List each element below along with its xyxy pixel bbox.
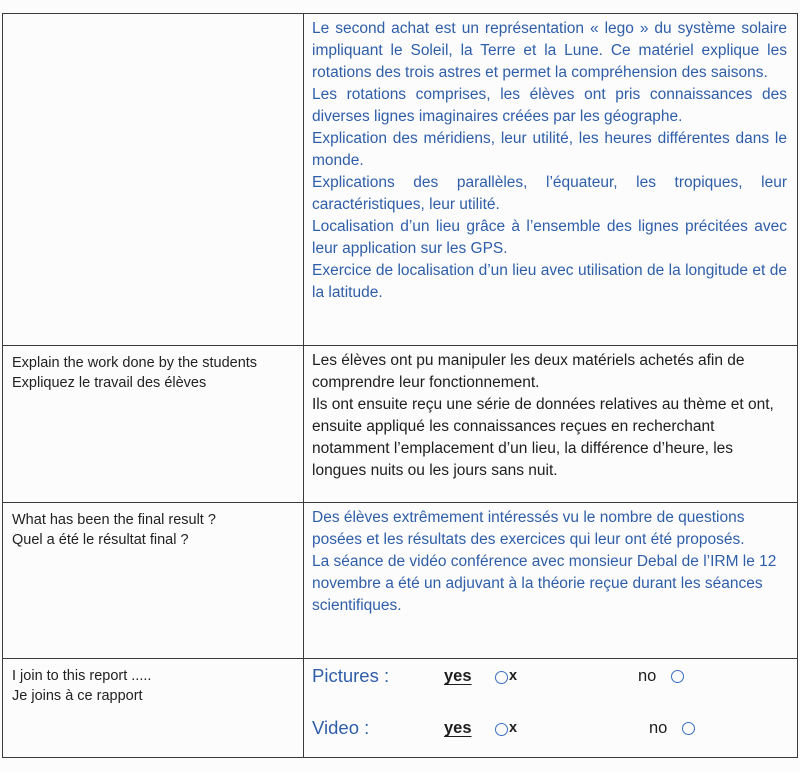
question-line-fr: Expliquez le travail des élèves — [12, 375, 207, 391]
paragraph: Les élèves ont pu manipuler les deux matériels achetés afin de comprendre leur fonctionnement. — [312, 352, 745, 391]
paragraph: Localisation d’un lieu grâce à l’ensemble des lignes précitées avec leur application sur les GPS. — [312, 218, 787, 257]
activities-text — [304, 14, 797, 304]
video-yes-radio[interactable] — [495, 723, 508, 736]
question-text — [3, 659, 303, 706]
question-line-en: I join to this report ..... — [12, 668, 152, 684]
paragraph: Les rotations comprises, les élèves ont pris connaissances des diverses lignes imaginaires créées par les géographe. — [312, 86, 787, 125]
question-cell-attachments — [3, 659, 304, 758]
answer-cell-result — [304, 503, 798, 659]
attachment-row-video — [312, 717, 782, 743]
question-text — [3, 503, 303, 550]
paragraph: Explications des parallèles, l’équateur, les tropiques, leur caractéristiques, leur utilité. — [312, 174, 787, 213]
paragraph: Explication des méridiens, leur utilité, les heures différentes dans le monde. — [312, 130, 787, 169]
paragraph: Le second achat est un représentation « lego » du système solaire impliquant le Soleil, la Terre et la Lune. Ce matériel explique les rotations des trois astres et permet la compréhension des saisons. — [312, 20, 787, 81]
attachment-row-pictures — [312, 665, 782, 691]
question-cell-empty — [3, 14, 304, 346]
table-row — [3, 503, 798, 659]
work-text — [304, 346, 797, 482]
question-text — [3, 346, 303, 393]
table-row — [3, 14, 798, 346]
pictures-yes-label: yes — [444, 667, 472, 685]
video-no-label: no — [649, 719, 668, 737]
answer-cell-attachments — [304, 659, 798, 758]
paragraph: Des élèves extrêmement intéressés vu le nombre de questions posées et les résultats des exercices qui leur ont été proposés. — [312, 509, 745, 548]
pictures-label: Pictures : — [312, 665, 390, 686]
video-no-radio[interactable] — [682, 722, 695, 735]
question-line-fr: Je joins à ce rapport — [12, 688, 143, 704]
video-yes-label: yes — [444, 719, 472, 737]
attachments-block — [304, 659, 797, 757]
answer-cell-work — [304, 346, 798, 503]
report-table — [2, 13, 798, 758]
answer-cell-activities — [304, 14, 798, 346]
question-line-en: What has been the final result ? — [12, 512, 216, 528]
pictures-no-radio[interactable] — [671, 670, 684, 683]
table-row — [3, 659, 798, 758]
question-cell-work — [3, 346, 304, 503]
question-line-en: Explain the work done by the students — [12, 355, 258, 371]
result-text — [304, 503, 797, 617]
video-yes-mark: x — [509, 720, 518, 736]
pictures-no-label: no — [638, 667, 657, 685]
paragraph: Exercice de localisation d’un lieu avec utilisation de la longitude et de la latitude. — [312, 262, 787, 301]
pictures-yes-mark: x — [509, 668, 518, 684]
question-cell-result — [3, 503, 304, 659]
paragraph: La séance de vidéo conférence avec monsieur Debal de l’IRM le 12 novembre a été un adjuvant à la théorie reçue durant les séances scientifiques. — [312, 553, 777, 614]
video-label: Video : — [312, 717, 370, 738]
question-line-fr: Quel a été le résultat final ? — [12, 532, 189, 548]
paragraph: Ils ont ensuite reçu une série de données relatives au thème et ont, ensuite appliqué les connaissances reçues en recherchant notamment l’emplacement d’un lieu, la différence d’heure, les longues nuits ou les jours sans nuit. — [312, 396, 774, 479]
pictures-yes-radio[interactable] — [495, 671, 508, 684]
table-row — [3, 346, 798, 503]
